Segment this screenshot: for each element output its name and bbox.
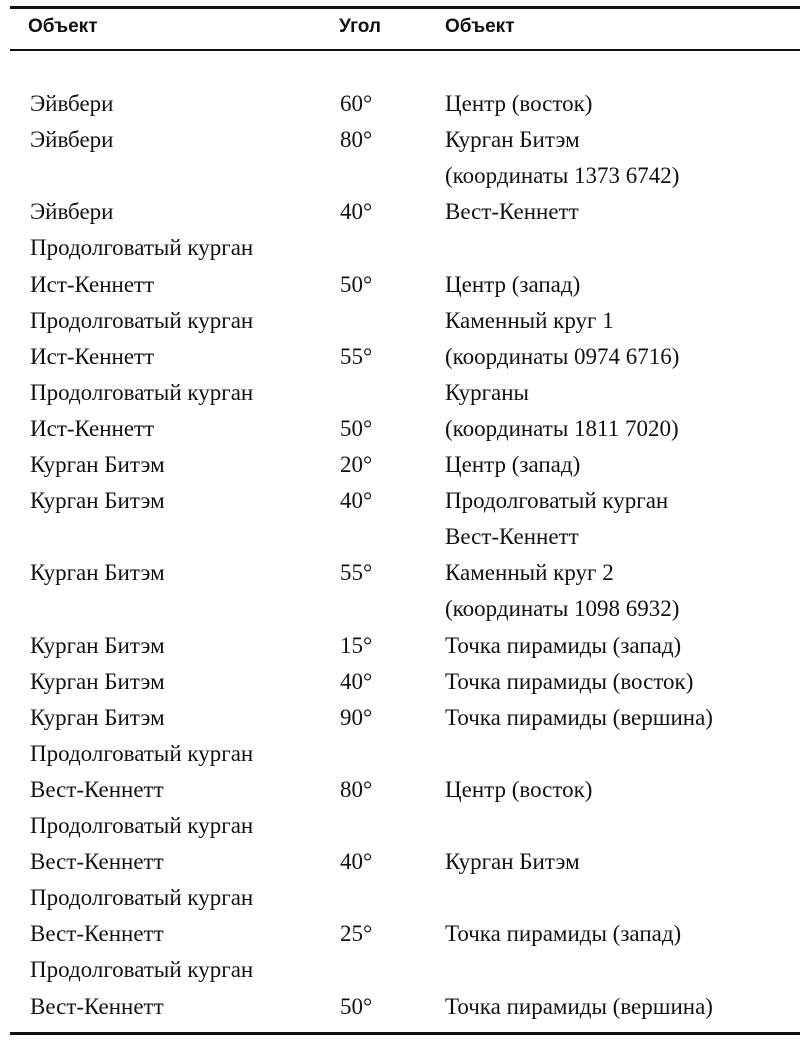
cell-object-to: Точка пирамиды (запад) bbox=[445, 632, 682, 658]
table-row bbox=[0, 952, 807, 988]
table-row bbox=[0, 86, 807, 122]
cell-angle: 50° bbox=[340, 415, 373, 441]
cell-object-to: (координаты 1373 6742) bbox=[445, 163, 680, 189]
cell-object-to: Точка пирамиды (восток) bbox=[445, 668, 694, 694]
header-angle: Угол bbox=[339, 16, 381, 37]
table-row bbox=[0, 122, 807, 158]
table-row bbox=[0, 303, 807, 339]
cell-object-to: Вест-Кеннетт bbox=[445, 199, 579, 225]
cell-object-from: Эйвбери bbox=[30, 127, 114, 153]
cell-object-from: Вест-Кеннетт bbox=[30, 993, 164, 1019]
cell-object-from: Продолговатый курган bbox=[30, 379, 254, 405]
cell-object-from: Продолговатый курган bbox=[30, 307, 254, 333]
cell-object-from: Вест-Кеннетт bbox=[30, 849, 164, 875]
cell-object-to: (координаты 1098 6932) bbox=[445, 596, 680, 622]
cell-angle: 40° bbox=[340, 488, 373, 514]
cell-angle: 25° bbox=[340, 921, 373, 947]
bottom-rule bbox=[10, 1032, 800, 1035]
table-row bbox=[0, 916, 807, 952]
cell-object-from: Курган Битэм bbox=[30, 632, 165, 658]
cell-object-from: Вест-Кеннетт bbox=[30, 921, 164, 947]
cell-object-from: Продолговатый курган bbox=[30, 235, 254, 261]
header-object-to: Объект bbox=[445, 16, 515, 37]
table-row bbox=[0, 772, 807, 808]
table-row bbox=[0, 736, 807, 772]
cell-object-from: Ист-Кеннетт bbox=[30, 415, 155, 441]
cell-object-from: Курган Битэм bbox=[30, 560, 165, 586]
table-row bbox=[0, 230, 807, 266]
table-row bbox=[0, 880, 807, 916]
table-row bbox=[0, 267, 807, 303]
cell-object-to: Каменный круг 2 bbox=[445, 560, 614, 586]
cell-object-to: Центр (восток) bbox=[445, 776, 593, 802]
cell-angle: 40° bbox=[340, 849, 373, 875]
cell-object-from: Ист-Кеннетт bbox=[30, 343, 155, 369]
table-row bbox=[0, 555, 807, 591]
table-row bbox=[0, 664, 807, 700]
cell-object-from: Ист-Кеннетт bbox=[30, 271, 155, 297]
cell-object-from: Курган Битэм bbox=[30, 668, 165, 694]
cell-object-to: Вест-Кеннетт bbox=[445, 524, 579, 550]
cell-object-from: Продолговатый курган bbox=[30, 885, 254, 911]
table-row bbox=[0, 411, 807, 447]
table-row bbox=[0, 808, 807, 844]
header-rule bbox=[10, 49, 800, 51]
table-row bbox=[0, 447, 807, 483]
cell-object-to: Продолговатый курган bbox=[445, 488, 669, 514]
table-row bbox=[0, 628, 807, 664]
cell-angle: 55° bbox=[340, 343, 373, 369]
cell-angle: 60° bbox=[340, 91, 373, 116]
cell-object-from: Эйвбери bbox=[30, 199, 114, 225]
cell-object-from: Курган Битэм bbox=[30, 704, 165, 730]
cell-object-to: Центр (запад) bbox=[445, 271, 581, 297]
table-row bbox=[0, 700, 807, 736]
table-row bbox=[0, 194, 807, 230]
table-row bbox=[0, 844, 807, 880]
cell-angle: 15° bbox=[340, 632, 373, 658]
cell-angle: 50° bbox=[340, 271, 373, 297]
cell-object-from: Курган Битэм bbox=[30, 452, 165, 477]
table-row bbox=[0, 339, 807, 375]
cell-angle: 80° bbox=[340, 776, 373, 802]
cell-object-from: Продолговатый курган bbox=[30, 740, 254, 766]
cell-object-to: Точка пирамиды (вершина) bbox=[445, 993, 713, 1019]
cell-angle: 90° bbox=[340, 704, 373, 730]
cell-object-from: Эйвбери bbox=[30, 91, 114, 116]
cell-object-to: Точка пирамиды (вершина) bbox=[445, 704, 713, 730]
header-object-from: Объект bbox=[28, 16, 98, 37]
table-row bbox=[0, 375, 807, 411]
cell-angle: 40° bbox=[340, 199, 373, 225]
table-row bbox=[0, 989, 807, 1025]
cell-object-to: Курган Битэм bbox=[445, 127, 580, 153]
cell-object-from: Вест-Кеннетт bbox=[30, 776, 164, 802]
table-row bbox=[0, 483, 807, 519]
cell-angle: 20° bbox=[340, 452, 373, 477]
cell-object-to: Курган Битэм bbox=[445, 849, 580, 875]
table-row bbox=[0, 519, 807, 555]
cell-angle: 55° bbox=[340, 560, 373, 586]
table-row bbox=[0, 591, 807, 627]
cell-object-to: Точка пирамиды (запад) bbox=[445, 921, 682, 947]
table-row bbox=[0, 158, 807, 194]
cell-angle: 50° bbox=[340, 993, 373, 1019]
top-rule bbox=[10, 6, 800, 9]
cell-object-to: Курганы bbox=[445, 379, 530, 405]
cell-object-from: Продолговатый курган bbox=[30, 813, 254, 838]
cell-object-from: Курган Битэм bbox=[30, 488, 165, 514]
cell-object-to: (координаты 0974 6716) bbox=[445, 343, 680, 369]
cell-object-from: Продолговатый курган bbox=[30, 957, 254, 983]
cell-object-to: Центр (запад) bbox=[445, 452, 581, 477]
cell-angle: 40° bbox=[340, 668, 373, 694]
cell-angle: 80° bbox=[340, 127, 373, 153]
cell-object-to: Центр (восток) bbox=[445, 91, 593, 116]
cell-object-to: (координаты 1811 7020) bbox=[445, 415, 679, 441]
cell-object-to: Каменный круг 1 bbox=[445, 307, 614, 333]
